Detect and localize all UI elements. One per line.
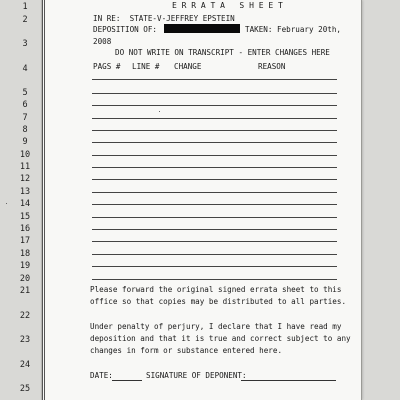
- line-number: 21: [19, 286, 31, 296]
- line-number: 11: [19, 162, 31, 172]
- case-caption: IN RE: STATE-V-JEFFREY EPSTEIN: [93, 14, 235, 23]
- line-number: 10: [19, 150, 31, 160]
- line-number: 16: [19, 224, 31, 234]
- line-number: 12: [19, 174, 31, 184]
- redaction-bar: [164, 24, 240, 33]
- line-number: 19: [19, 261, 31, 271]
- date-label: DATE:: [90, 371, 113, 380]
- column-reason: REASON: [258, 62, 286, 71]
- perjury-text-line-2: deposition and that it is true and correct subject to any: [90, 334, 351, 343]
- line-number: 23: [19, 335, 31, 345]
- scan-speck: [6, 203, 7, 204]
- column-line: LINE #: [132, 62, 160, 71]
- line-number: 7: [22, 113, 28, 123]
- blank-line[interactable]: [92, 130, 337, 131]
- blank-line[interactable]: [92, 79, 337, 80]
- line-number: 8: [22, 125, 28, 135]
- signature-label: SIGNATURE OF DEPONENT:: [146, 371, 247, 380]
- forward-text-line-2: office so that copies may be distributed to all parties.: [90, 297, 347, 306]
- line-number: 6: [22, 100, 28, 110]
- line-number: 5: [22, 88, 28, 98]
- blank-line[interactable]: [92, 217, 337, 218]
- scan-speck: [159, 111, 160, 112]
- line-number: 2: [22, 15, 28, 25]
- line-number: 13: [19, 187, 31, 197]
- blank-line[interactable]: [92, 254, 337, 255]
- line-number: 22: [19, 311, 31, 321]
- margin-rule: [42, 0, 43, 400]
- instruction-text: DO NOT WRITE ON TRANSCRIPT - ENTER CHANGES HERE: [115, 48, 330, 57]
- blank-line[interactable]: [92, 241, 337, 242]
- blank-line[interactable]: [92, 167, 337, 168]
- line-number: 9: [22, 137, 28, 147]
- margin-rule-inner: [44, 0, 45, 400]
- taken-year: 2008: [93, 37, 112, 46]
- blank-line[interactable]: [92, 142, 337, 143]
- blank-line[interactable]: [92, 93, 337, 94]
- line-number: 25: [19, 384, 31, 394]
- blank-line[interactable]: [92, 118, 337, 119]
- signature-field[interactable]: [241, 380, 336, 381]
- line-number: 3: [22, 39, 28, 49]
- line-number: 17: [19, 236, 31, 246]
- date-field[interactable]: [112, 380, 142, 381]
- blank-line[interactable]: [92, 279, 337, 280]
- blank-line[interactable]: [92, 179, 337, 180]
- blank-line[interactable]: [92, 229, 337, 230]
- line-number: 24: [19, 360, 31, 370]
- deposition-of-label: DEPOSITION OF:: [93, 25, 158, 34]
- blank-line[interactable]: [92, 204, 337, 205]
- blank-line[interactable]: [92, 192, 337, 193]
- line-number: 1: [22, 2, 28, 12]
- perjury-text-line-1: Under penalty of perjury, I declare that I have read my: [90, 322, 342, 331]
- blank-line[interactable]: [92, 155, 337, 156]
- perjury-text-line-3: changes in form or substance entered here.: [90, 346, 283, 355]
- taken-date: TAKEN: February 20th,: [245, 25, 342, 34]
- sheet-title: E R R A T A S H E E T: [172, 1, 283, 10]
- line-number: 4: [22, 64, 28, 74]
- line-number: 20: [19, 274, 31, 284]
- line-number: 14: [19, 199, 31, 209]
- blank-line[interactable]: [92, 266, 337, 267]
- forward-text-line-1: Please forward the original signed errata sheet to this: [90, 285, 342, 294]
- line-number: 15: [19, 212, 31, 222]
- column-pages: PAGS #: [93, 62, 121, 71]
- blank-line[interactable]: [92, 105, 337, 106]
- column-change: CHANGE: [174, 62, 202, 71]
- line-number: 18: [19, 249, 31, 259]
